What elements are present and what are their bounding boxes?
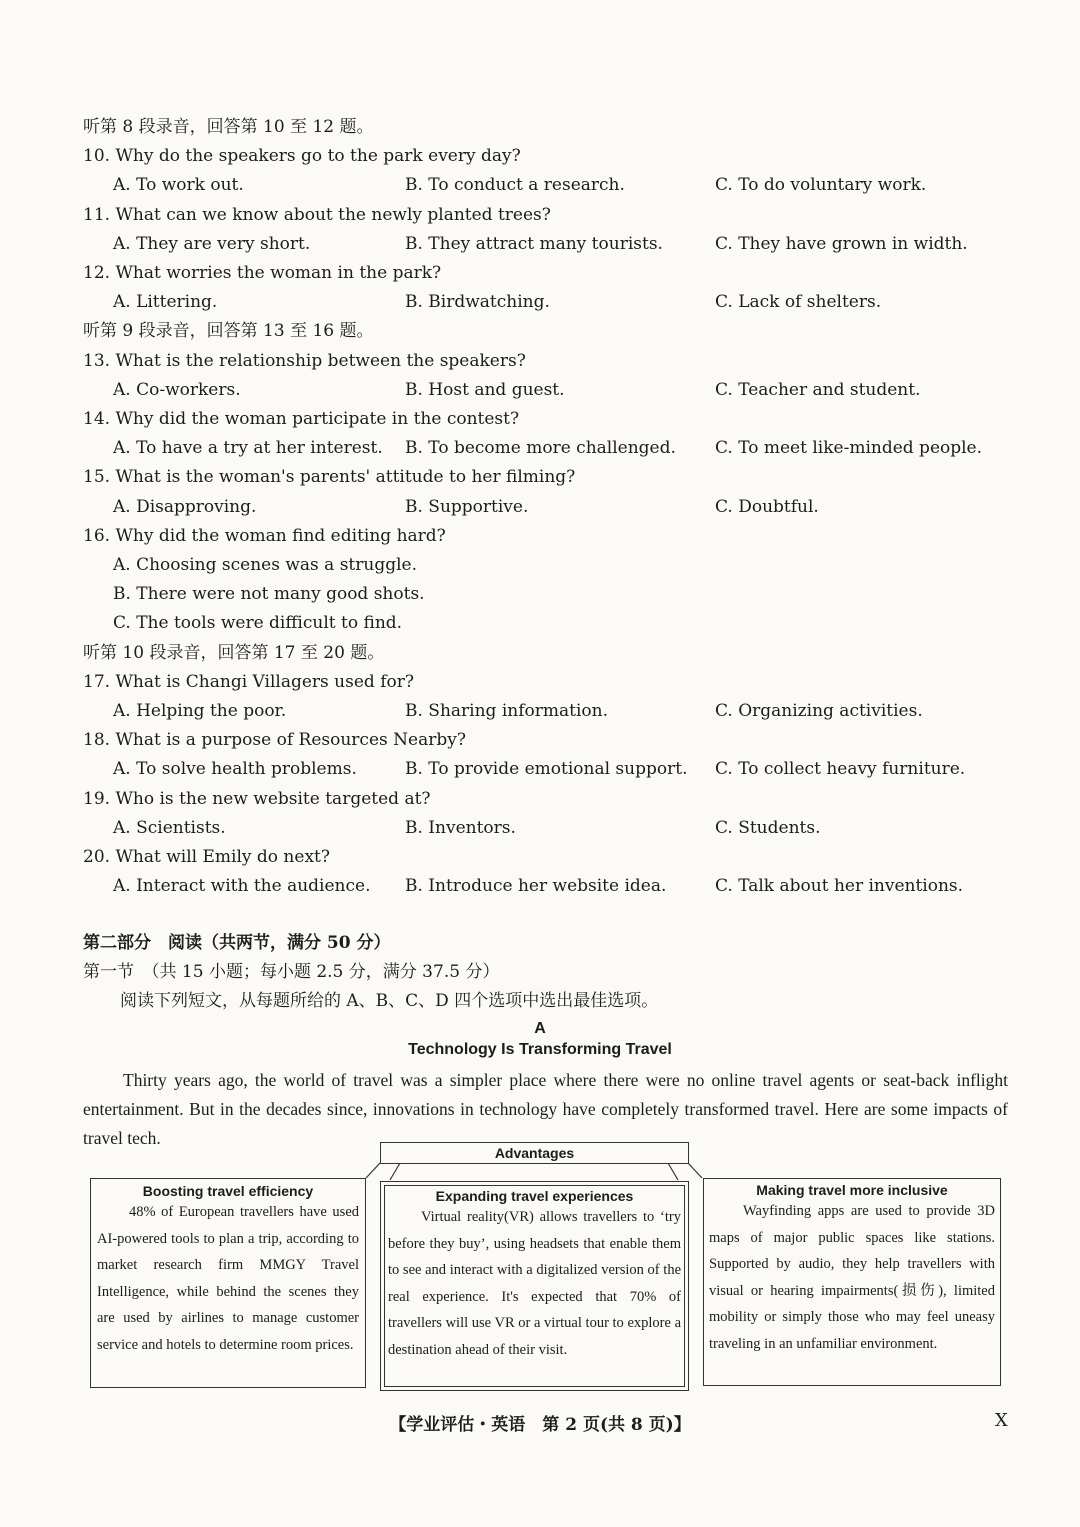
question-option: A. Choosing scenes was a struggle. bbox=[113, 555, 417, 575]
listening-section-heading: 听第 8 段录音，回答第 10 至 12 题。 bbox=[83, 117, 374, 137]
advantages-label: Advantages bbox=[494, 1145, 575, 1161]
passage-letter: A bbox=[534, 1020, 546, 1037]
question-option: B. Birdwatching. bbox=[405, 292, 550, 312]
question-option: A. Helping the poor. bbox=[113, 701, 287, 721]
question-option: B. To become more challenged. bbox=[405, 438, 676, 458]
box-efficiency-title: Boosting travel efficiency bbox=[142, 1183, 314, 1199]
passage-intro: Thirty years ago, the world of travel was a simpler place where there were no online travel agents or seat-back inflight entertainment. But in the decades since, innovations in technology have completely transformed travel. Here are some impacts of travel tech. bbox=[83, 1070, 1008, 1148]
question-option: C. Organizing activities. bbox=[715, 701, 923, 721]
box-experiences-title: Expanding travel experiences bbox=[435, 1188, 634, 1204]
advantages-label-box bbox=[380, 1142, 689, 1164]
question-option: C. To meet like-minded people. bbox=[715, 438, 983, 458]
footer-mark: X bbox=[995, 1410, 1008, 1431]
question-option: A. Interact with the audience. bbox=[113, 876, 371, 896]
question-option: B. Sharing information. bbox=[405, 701, 608, 721]
question-option: B. To conduct a research. bbox=[405, 175, 625, 195]
listening-section-heading: 听第 10 段录音，回答第 17 至 20 题。 bbox=[83, 643, 385, 663]
box-experiences bbox=[380, 1181, 689, 1391]
question-stem: 14. Why did the woman participate in the contest? bbox=[83, 409, 520, 429]
question-option: A. Scientists. bbox=[113, 818, 226, 838]
question-option: B. Host and guest. bbox=[405, 380, 565, 400]
question-stem: 13. What is the relationship between the speakers? bbox=[83, 351, 526, 371]
question-stem: 12. What worries the woman in the park? bbox=[83, 263, 442, 283]
instruction: 阅读下列短文，从每题所给的 A、B、C、D 四个选项中选出最佳选项。 bbox=[120, 991, 659, 1011]
question-option: C. The tools were difficult to find. bbox=[113, 613, 403, 633]
question-stem: 20. What will Emily do next? bbox=[83, 847, 330, 867]
question-stem: 10. Why do the speakers go to the park every day? bbox=[83, 146, 521, 166]
question-option: B. Supportive. bbox=[405, 497, 529, 517]
question-option: B. They attract many tourists. bbox=[405, 234, 663, 254]
page-footer: 【学业评估・英语 第 2 页(共 8 页)】 bbox=[389, 1415, 691, 1435]
question-option: A. Disapproving. bbox=[113, 497, 257, 517]
box-efficiency-body: 48% of European travellers have used AI-powered tools to plan a trip, according to market research firm MMGY Travel Intelligence, while behind the scenes they are used by airlines to manage customer service and hotels to determine room prices. bbox=[97, 1204, 359, 1353]
question-stem: 16. Why did the woman find editing hard? bbox=[83, 526, 446, 546]
question-option: A. To have a try at her interest. bbox=[113, 438, 383, 458]
question-option: A. To solve health problems. bbox=[113, 759, 357, 779]
box-inclusive-title: Making travel more inclusive bbox=[756, 1182, 948, 1198]
question-option: B. There were not many good shots. bbox=[113, 584, 425, 604]
box-inclusive-body: Wayfinding apps are used to provide 3D maps of major public spaces like stations. Supported by audio, they help travellers with visual or hearing impairments(损伤), limited mobility or simply those who may feel uneasy traveling in an unfamiliar environment. bbox=[709, 1203, 995, 1352]
question-stem: 15. What is the woman's parents' attitude to her filming? bbox=[83, 467, 576, 487]
question-stem: 18. What is a purpose of Resources Nearby? bbox=[83, 730, 466, 750]
section-title: 第一节 （共 15 小题；每小题 2.5 分，满分 37.5 分） bbox=[83, 962, 500, 982]
part-title: 第二部分 阅读（共两节，满分 50 分） bbox=[83, 933, 391, 953]
question-stem: 11. What can we know about the newly planted trees? bbox=[83, 205, 551, 225]
question-stem: 17. What is Changi Villagers used for? bbox=[83, 672, 414, 692]
question-option: C. To do voluntary work. bbox=[715, 175, 927, 195]
box-inclusive bbox=[703, 1178, 1001, 1386]
passage-title: Technology Is Transforming Travel bbox=[408, 1041, 672, 1058]
question-option: C. Lack of shelters. bbox=[715, 292, 882, 312]
question-option: C. They have grown in width. bbox=[715, 234, 968, 254]
question-option: C. Doubtful. bbox=[715, 497, 819, 517]
box-efficiency bbox=[90, 1178, 366, 1388]
question-option: C. Students. bbox=[715, 818, 821, 838]
question-option: B. Introduce her website idea. bbox=[405, 876, 667, 896]
listening-section-heading: 听第 9 段录音，回答第 13 至 16 题。 bbox=[83, 321, 374, 341]
question-option: B. To provide emotional support. bbox=[405, 759, 688, 779]
question-option: C. To collect heavy furniture. bbox=[715, 759, 966, 779]
question-option: C. Talk about her inventions. bbox=[715, 876, 964, 896]
box-experiences-body: Virtual reality(VR) allows travellers to ‘try before they buy’, using headsets that enable them to see and interact with a digitalized version of the real experience. It's expected that 70% of travellers will use VR or a virtual tour to explore a destination ahead of their visit. bbox=[388, 1209, 681, 1358]
question-option: A. Co-workers. bbox=[113, 380, 241, 400]
question-option: A. Littering. bbox=[113, 292, 218, 312]
question-option: A. To work out. bbox=[113, 175, 244, 195]
question-option: A. They are very short. bbox=[113, 234, 311, 254]
question-stem: 19. Who is the new website targeted at? bbox=[83, 789, 431, 809]
question-option: C. Teacher and student. bbox=[715, 380, 921, 400]
question-option: B. Inventors. bbox=[405, 818, 516, 838]
